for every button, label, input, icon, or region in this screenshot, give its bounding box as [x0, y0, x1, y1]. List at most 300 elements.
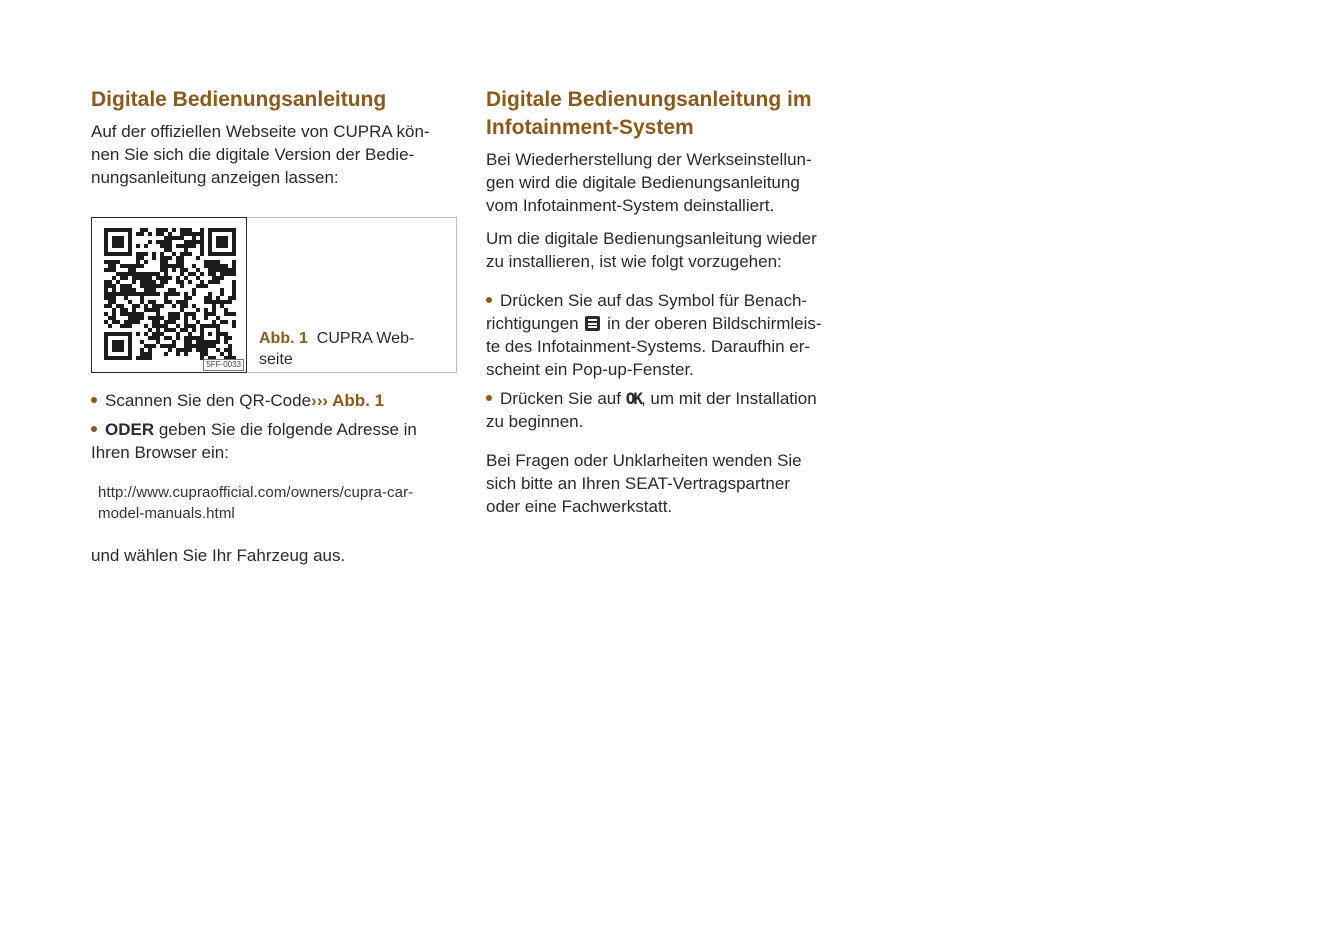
qr-module	[192, 304, 196, 308]
qr-module	[216, 244, 220, 248]
qr-module	[192, 292, 196, 296]
qr-module	[180, 256, 184, 260]
qr-module	[208, 340, 212, 344]
qr-module	[192, 336, 196, 340]
qr-module	[176, 276, 180, 280]
qr-module	[168, 312, 172, 316]
qr-module	[156, 308, 160, 312]
qr-module	[184, 304, 188, 308]
qr-module	[228, 336, 232, 340]
qr-module	[124, 308, 128, 312]
qr-module	[108, 300, 112, 304]
qr-module	[220, 228, 224, 232]
qr-module	[200, 336, 204, 340]
qr-frame	[91, 217, 247, 373]
qr-module	[188, 280, 192, 284]
qr-module	[120, 340, 124, 344]
qr-module	[172, 316, 176, 320]
qr-module	[120, 240, 124, 244]
qr-module	[216, 328, 220, 332]
qr-module	[124, 324, 128, 328]
qr-module	[196, 256, 200, 260]
qr-module	[184, 240, 188, 244]
qr-module	[140, 356, 144, 360]
bullet-notification	[486, 289, 856, 381]
qr-module	[184, 248, 188, 252]
qr-module	[160, 244, 164, 248]
qr-module	[216, 228, 220, 232]
qr-module	[212, 280, 216, 284]
qr-module	[180, 284, 184, 288]
contact-paragraph: Bei Fragen oder Unklarheiten wenden Sie sich bitte an Ihren SEAT-Vertragspartner oder eine Fachwerkstatt.	[486, 451, 802, 516]
figure-caption-label: Abb. 1	[259, 330, 308, 347]
qr-module	[128, 232, 132, 236]
qr-module	[120, 252, 124, 256]
qr-module	[104, 232, 108, 236]
qr-module	[148, 272, 152, 276]
qr-module	[164, 344, 168, 348]
qr-module	[172, 252, 176, 256]
qr-module	[232, 292, 236, 296]
qr-module	[176, 236, 180, 240]
notification-icon	[585, 316, 600, 331]
qr-module	[140, 252, 144, 256]
qr-module	[228, 228, 232, 232]
qr-module	[196, 344, 200, 348]
qr-module	[228, 296, 232, 300]
qr-module	[152, 308, 156, 312]
qr-module	[108, 260, 112, 264]
qr-module	[112, 308, 116, 312]
qr-module	[204, 344, 208, 348]
qr-module	[192, 264, 196, 268]
qr-module	[148, 288, 152, 292]
qr-module	[124, 356, 128, 360]
qr-module	[112, 356, 116, 360]
qr-module	[232, 284, 236, 288]
qr-module	[120, 348, 124, 352]
qr-module	[128, 340, 132, 344]
qr-module	[136, 244, 140, 248]
qr-module	[148, 352, 152, 356]
qr-module	[216, 324, 220, 328]
qr-module	[160, 284, 164, 288]
qr-module	[232, 244, 236, 248]
qr-module	[144, 260, 148, 264]
qr-module	[108, 296, 112, 300]
qr-module	[200, 344, 204, 348]
qr-module	[168, 236, 172, 240]
qr-module	[124, 292, 128, 296]
qr-module	[108, 264, 112, 268]
qr-module	[128, 240, 132, 244]
qr-module	[136, 232, 140, 236]
qr-module	[116, 340, 120, 344]
qr-module	[148, 300, 152, 304]
qr-module	[112, 316, 116, 320]
qr-module	[104, 312, 108, 316]
qr-module	[208, 332, 212, 336]
qr-module	[184, 340, 188, 344]
qr-module	[120, 272, 124, 276]
qr-module	[184, 352, 188, 356]
qr-module	[192, 328, 196, 332]
qr-module	[156, 240, 160, 244]
qr-module	[204, 316, 208, 320]
qr-module	[128, 316, 132, 320]
qr-module	[172, 268, 176, 272]
qr-module	[180, 264, 184, 268]
qr-module	[188, 348, 192, 352]
qr-module	[208, 236, 212, 240]
qr-module	[116, 272, 120, 276]
qr-module	[128, 320, 132, 324]
qr-module	[140, 256, 144, 260]
qr-module	[168, 328, 172, 332]
qr-module	[120, 308, 124, 312]
qr-module	[212, 272, 216, 276]
qr-module	[192, 240, 196, 244]
bullet-address-bold: ODER	[105, 420, 155, 439]
qr-module	[136, 264, 140, 268]
qr-module	[200, 328, 204, 332]
qr-module	[132, 308, 136, 312]
qr-module	[184, 324, 188, 328]
qr-module	[108, 356, 112, 360]
qr-module	[120, 332, 124, 336]
qr-module	[152, 280, 156, 284]
qr-module	[192, 244, 196, 248]
qr-module	[204, 264, 208, 268]
qr-module	[172, 288, 176, 292]
qr-module	[108, 268, 112, 272]
qr-module	[220, 320, 224, 324]
qr-module	[156, 332, 160, 336]
qr-module	[168, 264, 172, 268]
qr-module	[200, 240, 204, 244]
qr-module	[144, 332, 148, 336]
qr-module	[188, 332, 192, 336]
qr-module	[140, 272, 144, 276]
qr-module	[144, 304, 148, 308]
qr-module	[184, 328, 188, 332]
qr-module	[216, 280, 220, 284]
qr-module	[104, 348, 108, 352]
qr-module	[144, 284, 148, 288]
qr-module	[168, 336, 172, 340]
qr-module	[104, 268, 108, 272]
bullet-dot-icon	[486, 297, 492, 303]
qr-module	[112, 240, 116, 244]
qr-module	[216, 268, 220, 272]
qr-module	[128, 264, 132, 268]
qr-module	[168, 232, 172, 236]
qr-module	[132, 316, 136, 320]
qr-module	[216, 296, 220, 300]
qr-module	[144, 352, 148, 356]
qr-module	[148, 356, 152, 360]
bullet-dot-icon	[91, 426, 97, 432]
left-column	[91, 86, 461, 567]
qr-module	[220, 236, 224, 240]
qr-module	[232, 296, 236, 300]
qr-module	[136, 292, 140, 296]
qr-module	[184, 344, 188, 348]
qr-module	[232, 264, 236, 268]
qr-module	[104, 352, 108, 356]
qr-module	[192, 272, 196, 276]
qr-module	[208, 232, 212, 236]
qr-module	[156, 324, 160, 328]
qr-module	[104, 356, 108, 360]
bullet-notification-pre: Drücken Sie auf das Symbol für Benach- richtigungen	[486, 291, 808, 333]
qr-module	[104, 288, 108, 292]
qr-module	[136, 316, 140, 320]
qr-module	[144, 308, 148, 312]
qr-module	[152, 292, 156, 296]
qr-module	[212, 300, 216, 304]
qr-module	[120, 292, 124, 296]
qr-module	[168, 300, 172, 304]
qr-module	[212, 228, 216, 232]
qr-module	[120, 276, 124, 280]
qr-module	[168, 248, 172, 252]
qr-module	[192, 232, 196, 236]
qr-module	[224, 308, 228, 312]
qr-module	[204, 300, 208, 304]
qr-module	[112, 320, 116, 324]
qr-module	[112, 300, 116, 304]
qr-module	[212, 320, 216, 324]
figure-caption	[259, 328, 449, 370]
qr-module	[224, 312, 228, 316]
qr-module	[184, 252, 188, 256]
qr-module	[204, 352, 208, 356]
qr-module	[120, 236, 124, 240]
qr-module	[232, 272, 236, 276]
qr-module	[200, 236, 204, 240]
qr-module	[156, 228, 160, 232]
qr-module	[208, 280, 212, 284]
qr-module	[216, 260, 220, 264]
qr-module	[176, 256, 180, 260]
intro-paragraph: Auf der offiziellen Webseite von CUPRA kön- nen Sie sich die digitale Version der Bedie- nungsanleitung anzeigen lassen:	[91, 122, 430, 187]
qr-module	[148, 328, 152, 332]
qr-module	[204, 348, 208, 352]
qr-module	[204, 312, 208, 316]
qr-module	[228, 312, 232, 316]
qr-module	[104, 344, 108, 348]
qr-module	[112, 292, 116, 296]
qr-module	[180, 228, 184, 232]
qr-module	[176, 244, 180, 248]
qr-module	[116, 304, 120, 308]
qr-module	[212, 268, 216, 272]
figure-reference-link[interactable]: ››› Abb. 1	[311, 391, 385, 410]
qr-module	[216, 252, 220, 256]
qr-module	[104, 304, 108, 308]
qr-module	[224, 228, 228, 232]
qr-module	[160, 256, 164, 260]
manual-url[interactable]: http://www.cupraofficial.com/owners/cupra-car- model-manuals.html	[98, 484, 414, 522]
qr-module	[148, 280, 152, 284]
qr-module	[208, 252, 212, 256]
qr-module	[184, 232, 188, 236]
qr-module	[156, 232, 160, 236]
qr-module	[200, 244, 204, 248]
qr-module	[200, 332, 204, 336]
qr-module	[232, 260, 236, 264]
qr-module	[104, 320, 108, 324]
qr-module	[232, 280, 236, 284]
qr-module	[148, 284, 152, 288]
qr-module	[144, 356, 148, 360]
qr-module	[196, 320, 200, 324]
qr-module	[184, 292, 188, 296]
qr-module	[160, 280, 164, 284]
qr-module	[204, 260, 208, 264]
qr-module	[184, 316, 188, 320]
qr-module	[104, 260, 108, 264]
qr-module	[128, 348, 132, 352]
qr-module	[180, 304, 184, 308]
qr-module	[168, 244, 172, 248]
qr-module	[116, 356, 120, 360]
qr-module	[168, 240, 172, 244]
qr-module	[176, 352, 180, 356]
qr-module	[164, 268, 168, 272]
qr-module	[184, 228, 188, 232]
qr-module	[168, 316, 172, 320]
qr-module	[140, 232, 144, 236]
qr-module	[128, 272, 132, 276]
qr-module	[180, 260, 184, 264]
qr-module	[140, 280, 144, 284]
qr-module	[208, 228, 212, 232]
qr-module	[128, 244, 132, 248]
qr-module	[180, 328, 184, 332]
qr-module	[148, 276, 152, 280]
qr-module	[148, 316, 152, 320]
qr-module	[224, 244, 228, 248]
qr-module	[204, 296, 208, 300]
qr-module	[156, 276, 160, 280]
qr-module	[232, 312, 236, 316]
qr-module	[164, 320, 168, 324]
qr-module	[112, 312, 116, 316]
qr-module	[200, 324, 204, 328]
qr-module	[184, 300, 188, 304]
qr-module	[184, 268, 188, 272]
qr-module	[212, 324, 216, 328]
qr-module	[176, 348, 180, 352]
qr-module	[136, 304, 140, 308]
qr-module	[152, 304, 156, 308]
qr-module	[224, 272, 228, 276]
qr-module	[220, 272, 224, 276]
qr-module	[212, 340, 216, 344]
qr-module	[212, 252, 216, 256]
qr-module	[204, 340, 208, 344]
qr-module	[124, 272, 128, 276]
qr-module	[220, 292, 224, 296]
qr-module	[232, 228, 236, 232]
qr-module	[216, 336, 220, 340]
qr-module	[164, 336, 168, 340]
qr-module	[144, 280, 148, 284]
qr-module	[232, 288, 236, 292]
qr-module	[228, 272, 232, 276]
qr-module	[112, 228, 116, 232]
qr-module	[216, 316, 220, 320]
qr-module	[128, 352, 132, 356]
qr-code-icon	[104, 228, 236, 360]
qr-module	[112, 340, 116, 344]
qr-module	[180, 272, 184, 276]
qr-module	[184, 348, 188, 352]
qr-module	[204, 324, 208, 328]
qr-module	[116, 260, 120, 264]
qr-module	[216, 236, 220, 240]
qr-module	[104, 228, 108, 232]
qr-module	[192, 288, 196, 292]
qr-module	[228, 268, 232, 272]
qr-module	[164, 248, 168, 252]
qr-module	[148, 292, 152, 296]
qr-module	[128, 252, 132, 256]
qr-module	[136, 252, 140, 256]
qr-module	[144, 324, 148, 328]
qr-module	[172, 344, 176, 348]
qr-module	[212, 308, 216, 312]
qr-module	[168, 348, 172, 352]
qr-module	[196, 336, 200, 340]
qr-module	[152, 324, 156, 328]
qr-module	[128, 324, 132, 328]
qr-module	[116, 348, 120, 352]
qr-module	[188, 312, 192, 316]
qr-module	[220, 252, 224, 256]
qr-module	[220, 332, 224, 336]
qr-module	[196, 308, 200, 312]
qr-module	[188, 296, 192, 300]
qr-module	[200, 348, 204, 352]
figure-qr	[91, 217, 457, 373]
qr-module	[188, 324, 192, 328]
qr-module	[132, 288, 136, 292]
qr-module	[208, 324, 212, 328]
qr-module	[104, 292, 108, 296]
qr-module	[140, 352, 144, 356]
qr-module	[232, 236, 236, 240]
qr-module	[180, 308, 184, 312]
qr-module	[232, 248, 236, 252]
qr-module	[172, 228, 176, 232]
qr-module	[120, 264, 124, 268]
qr-module	[180, 232, 184, 236]
qr-module	[124, 276, 128, 280]
qr-module	[128, 336, 132, 340]
qr-module	[168, 276, 172, 280]
qr-module	[132, 268, 136, 272]
qr-module	[140, 348, 144, 352]
qr-module	[144, 272, 148, 276]
qr-module	[144, 276, 148, 280]
qr-module	[152, 332, 156, 336]
qr-module	[132, 276, 136, 280]
qr-module	[232, 324, 236, 328]
section-heading-infotainment: Digitale Bedienungsanleitung im Infotainment-System	[486, 88, 812, 139]
